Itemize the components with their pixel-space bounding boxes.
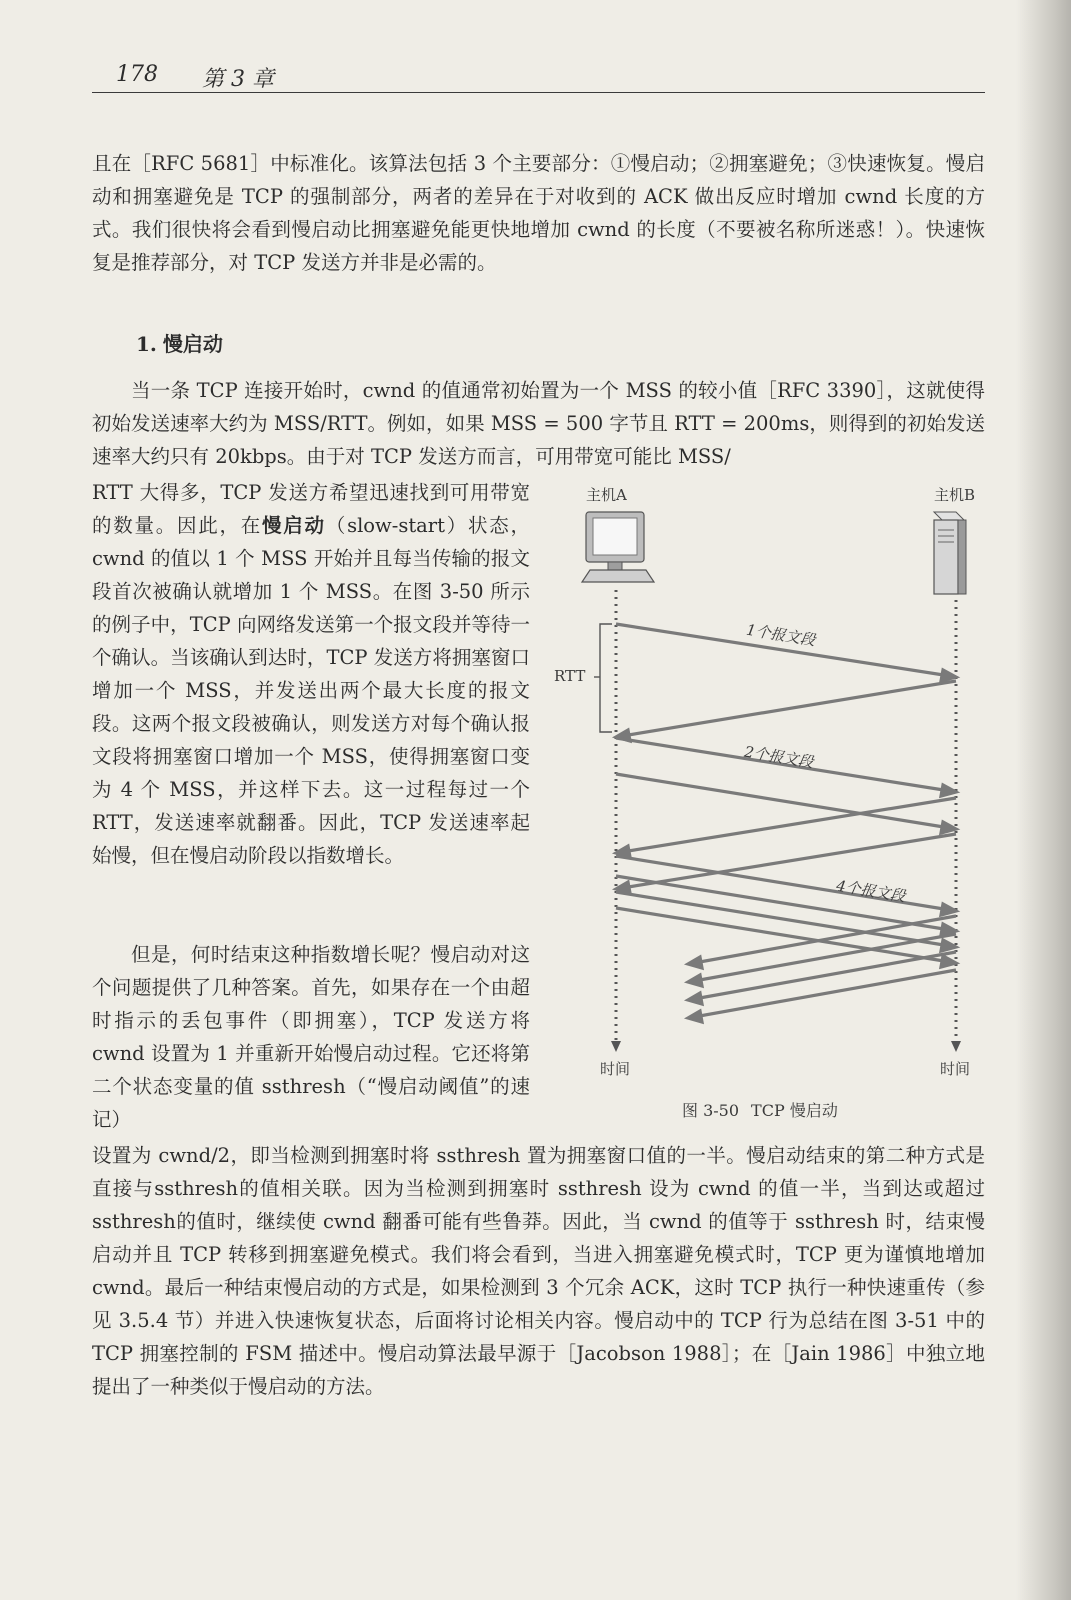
host-b-label: 主机B — [934, 486, 976, 504]
paragraph-1-full — [92, 374, 985, 473]
para1-text: 当一条 TCP 连接开始时，cwnd 的值通常初始置为一个 MSS 的较小值［RFC 3390］，这就使得初始发送速率大约为 MSS/RTT。例如，如果 MSS = 500 字节且 RTT = 200ms，则得到的初始发送速率大约只有 20kbps。由于对 TCP 发送方而言，可用带宽可能比 MSS/ — [92, 379, 985, 468]
paragraph-2-narrow — [92, 938, 530, 1136]
intro-text: 且在［RFC 5681］中标准化。该算法包括 3 个主要部分：①慢启动；②拥塞避免；③快速恢复。慢启动和拥塞避免是 TCP 的强制部分，两者的差异在于对收到的 ACK 做出反应时增加 cwnd 长度的方式。我们很快将会看到慢启动比拥塞避免能更快地增加 cwnd 的长度（不要被名称所迷惑！）。快速恢复是推荐部分，对 TCP 发送方并非是必需的。 — [92, 152, 985, 274]
paragraph-2-full — [92, 1139, 985, 1403]
para1-cont-a: RTT 大得多，TCP 发送方希望迅速找到可用带宽的数量。因此，在 — [92, 481, 530, 537]
para1-cont-b: （slow-start）状态，cwnd 的值以 1 个 MSS 开始并且每当传输的报文段首次被确认就增加 1 个 MSS。在图 3-50 所示的例子中，TCP 向网络发送第一个报文段并等待一个确认。当该确认到达时，TCP 发送方将拥塞窗口增加一个 MSS，并发送出两个最大长度的报文段。这两个报文段被确认，则发送方对每个确认报文段将拥塞窗口增加一个 MSS，使得拥塞窗口变为 4 个 MSS，并这样下去。这一过程每过一个 RTT，发送速率就翻番。因此，TCP 发送速率起始慢，但在慢启动阶段以指数增长。 — [92, 514, 530, 867]
host-a-label: 主机A — [586, 486, 627, 504]
segment-label-2: 2个报文段 — [742, 742, 815, 772]
chapter-label: 第 3 章 — [202, 67, 274, 92]
time-label-b: 时间 — [940, 1060, 971, 1078]
segment-label-1: 1个报文段 — [744, 620, 817, 650]
caption-number: 图 3-50 — [682, 1101, 740, 1120]
page-edge-shadow — [1016, 0, 1071, 1600]
time-label-a: 时间 — [600, 1060, 631, 1078]
figure-caption — [682, 1098, 850, 1121]
figure-tcp-slow-start — [550, 478, 990, 1090]
page-header — [92, 60, 985, 93]
page-number: 178 — [116, 62, 158, 87]
paragraph-1-narrow — [92, 476, 530, 872]
slow-start-term: 慢启动 — [262, 514, 326, 537]
section-number: 1. — [136, 332, 157, 356]
section-heading — [136, 328, 229, 357]
rtt-label: RTT — [554, 667, 586, 685]
para2-full-text: 设置为 cwnd/2，即当检测到拥塞时将 ssthresh 置为拥塞窗口值的一半。慢启动结束的第二种方式是直接与ssthresh的值相关联。因为当检测到拥塞时 ssthresh 设为 cwnd 的值一半，当到达或超过ssthresh的值时，继续使 cwnd 翻番可能有些鲁莽。因此，当 cwnd 的值等于 ssthresh 时，结束慢启动并且 TCP 转移到拥塞避免模式。我们将会看到，当进入拥塞避免模式时，TCP 更为谨慎地增加 cwnd。最后一种结束慢启动的方式是，如果检测到 3 个冗余 ACK，这时 TCP 执行一种快速重传（参见 3.5.4 节）并进入快速恢复状态，后面将讨论相关内容。慢启动中的 TCP 行为总结在图 3-51 中的 TCP 拥塞控制的 FSM 描述中。慢启动算法最早源于［Jacobson 1988］；在［Jain 1986］中独立地提出了一种类似于慢启动的方法。 — [92, 1144, 985, 1398]
para2-narrow-text: 但是，何时结束这种指数增长呢？慢启动对这个问题提供了几种答案。首先，如果存在一个由超时指示的丢包事件（即拥塞），TCP 发送方将 cwnd 设置为 1 并重新开始慢启动过程。它还将第二个状态变量的值 ssthresh（“慢启动阈值”的速记） — [92, 943, 530, 1131]
server-icon — [934, 512, 966, 594]
rtt-bracket — [600, 624, 612, 732]
section-title: 慢启动 — [162, 332, 223, 356]
segment-arrows — [616, 624, 956, 1022]
computer-icon — [582, 512, 654, 582]
intro-paragraph — [92, 147, 985, 279]
segment-label-4: 4个报文段 — [834, 876, 907, 906]
caption-text: TCP 慢启动 — [751, 1101, 838, 1120]
